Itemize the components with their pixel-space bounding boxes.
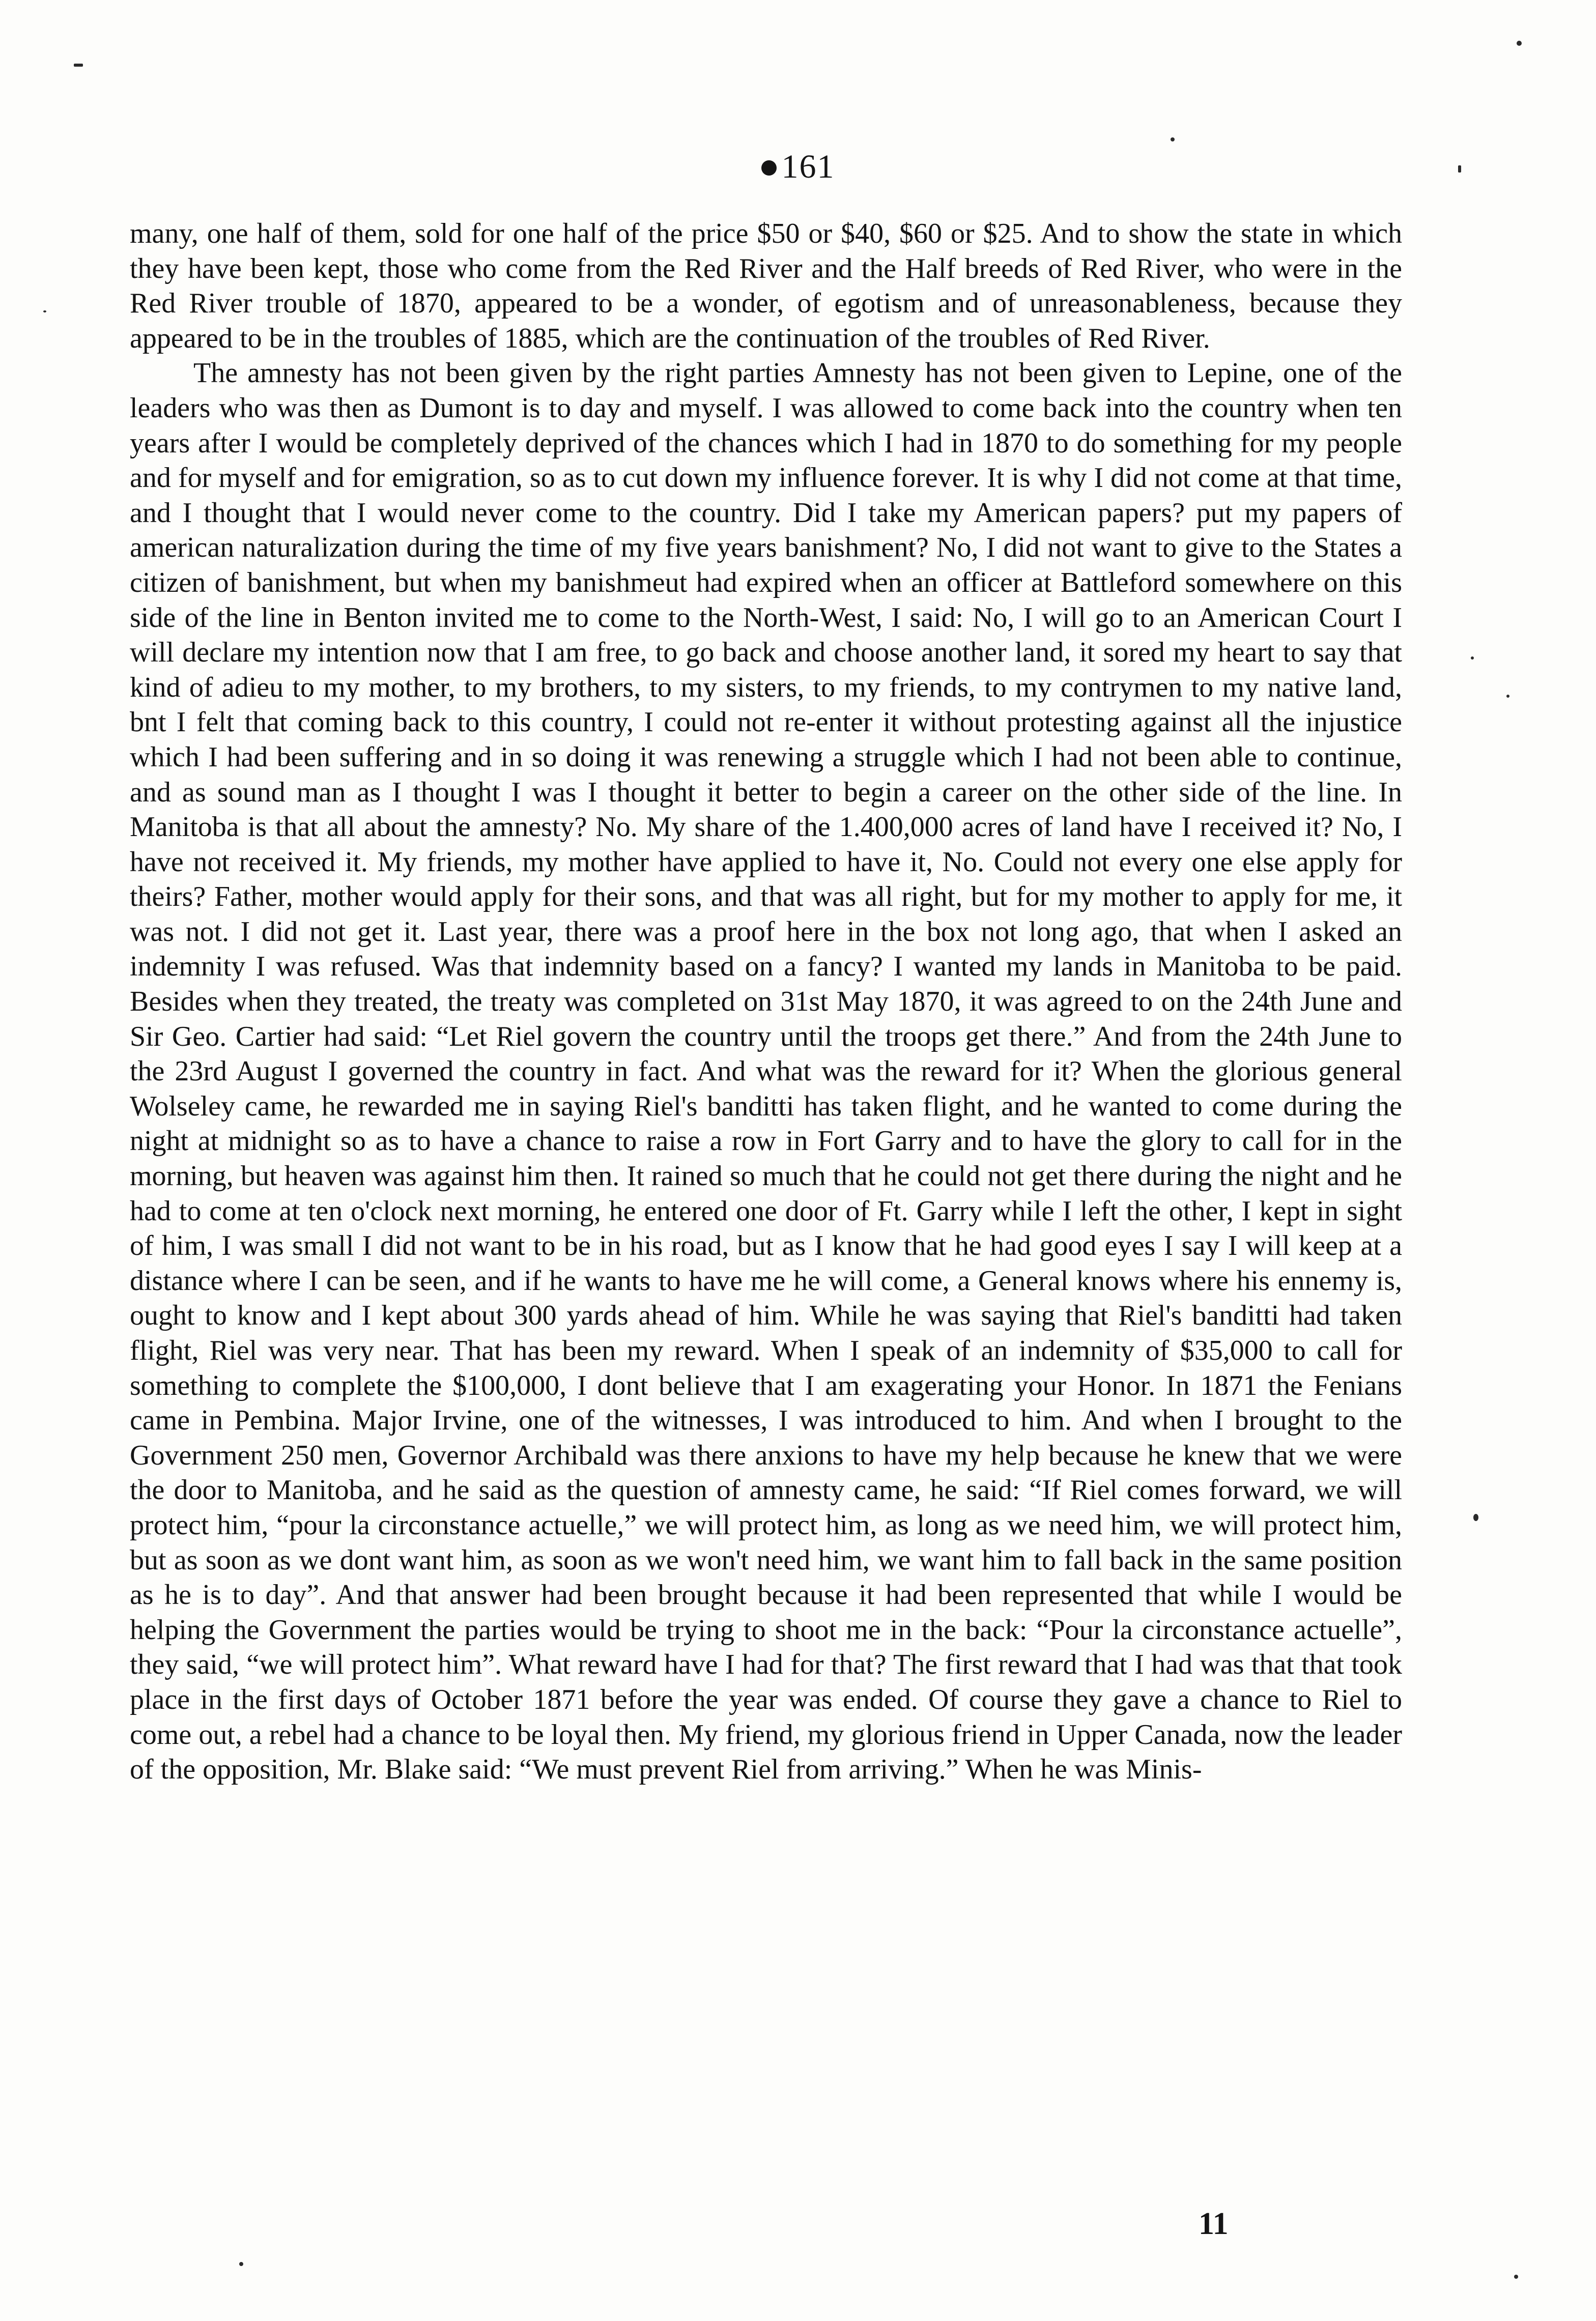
speck xyxy=(43,310,46,312)
speck xyxy=(1171,137,1175,141)
signature-mark: 11 xyxy=(1199,2207,1229,2241)
speck xyxy=(74,64,83,67)
speck xyxy=(1506,695,1509,698)
speck xyxy=(1458,165,1461,173)
page-number xyxy=(0,148,1596,186)
page-number-text: 161 xyxy=(781,148,835,185)
speck xyxy=(239,2262,243,2266)
paragraph-1: many, one half of them, sold for one half of the price $50 or $40, $60 or $25. And to show the state in which they have been kept, those who come from the Red River and the Half breeds of Red River, who were in the Red River trouble of 1870, appeared to be a wonder, of egotism and of unreasonableness, because they appeared to be in the troubles of 1885, which are the continuation of the troubles of Red River. xyxy=(130,218,1402,354)
speck xyxy=(1473,1514,1478,1521)
speck xyxy=(1517,41,1522,46)
ink-blot xyxy=(761,160,777,176)
body-text xyxy=(130,216,1402,1787)
paragraph-2: The amnesty has not been given by the right parties Amnesty has not been given to Lepine, one of the leaders who was then as Dumont is to day and myself. I was allowed to come back into the country when ten years after I would be completely deprived of the chances which I had in 1870 to do something for my people and for myself and for emigration, so as to cut down my influence forever. It is why I did not come at that time, and I thought that I would never come to the country. Did I take my American papers? put my papers of american naturalization during the time of my five years banishment? No, I did not want to give to the States a citizen of banishment, but when my banishmeut had expired when an officer at Battleford somewhere on this side of the line in Benton invited me to come to the North-West, I said: No, I will go to an American Court I will declare my intention now that I am free, to go back and choose another land, it sored my heart to say that kind of adieu to my mother, to my brothers, to my sisters, to my friends, to my contrymen to my native land, bnt I felt that coming back to this country, I could not re-enter it without protesting against all the injustice which I had been suffering and in so doing it was renewing a struggle which I had not been able to continue, and as sound man as I thought I was I thought it better to begin a career on the other side of the line. In Manitoba is that all about the amnesty? No. My share of the 1.400,000 acres of land have I received it? No, I have not received it. My friends, my mother have applied to have it, No. Could not every one else apply for theirs? Father, mother would apply for their sons, and that was all right, but for my mother to apply for me, it was not. I did not get it. Last year, there was a proof here in the box not long ago, that when I asked an indemnity I was refused. Was that indemnity based on a fancy? I wanted my lands in Manitoba to be paid. Besides when they treated, the treaty was completed on 31st May 1870, it was agreed to on the 24th June and Sir Geo. Cartier had said: “Let Riel govern the country until the troops get there.” And from the 24th June to the 23rd August I governed the country in fact. And what was the reward for it? When the glorious general Wolseley came, he rewarded me in saying Riel's banditti has taken flight, and he wanted to come during the night at midnight so as to have a chance to raise a row in Fort Garry and to have the glory to call for in the morning, but heaven was against him then. It rained so much that he could not get there during the night and he had to come at ten o'clock next morning, he entered one door of Ft. Garry while I left the other, I kept in sight of him, I was small I did not want to be in his road, but as I know that he had good eyes I say I will keep at a distance where I can be seen, and if he wants to have me he will come, a General knows where his ennemy is, ought to know and I kept about 300 yards ahead of him. While he was saying that Riel's banditti had taken flight, Riel was very near. That has been my reward. When I speak of an indemnity of $35,000 to call for something to complete the $100,000, I dont believe that I am exagerating your Honor. In 1871 the Fenians came in Pembina. Major Irvine, one of the witnesses, I was introduced to him. And when I brought to the Government 250 men, Governor Archibald was there anxions to have my help because he knew that we were the door to Manitoba, and he said as the question of amnesty came, he said: “If Riel comes forward, we will protect him, “pour la circonstance actuelle,” we will protect him, as long as we need him, we will protect him, but as soon as we dont want him, as soon as we won't need him, we want him to fall back in the same position as he is to day”. And that answer had been brought because it had been represented that while I would be helping the Government the parties would be trying to shoot me in the back: “Pour la circonstance actuelle”, they said, “we will protect him”. What reward have I had for that? The first reward that I had was that that took place in the first days of October 1871 before the year was ended. Of course they gave a chance to Riel to come out, a rebel had a chance to be loyal then. My friend, my glorious friend in Upper Canada, now the leader of the opposition, Mr. Blake said: “We must prevent Riel from arriving.” When he was Minis- xyxy=(130,357,1402,1786)
speck xyxy=(1514,2275,1518,2279)
speck xyxy=(1471,656,1474,660)
